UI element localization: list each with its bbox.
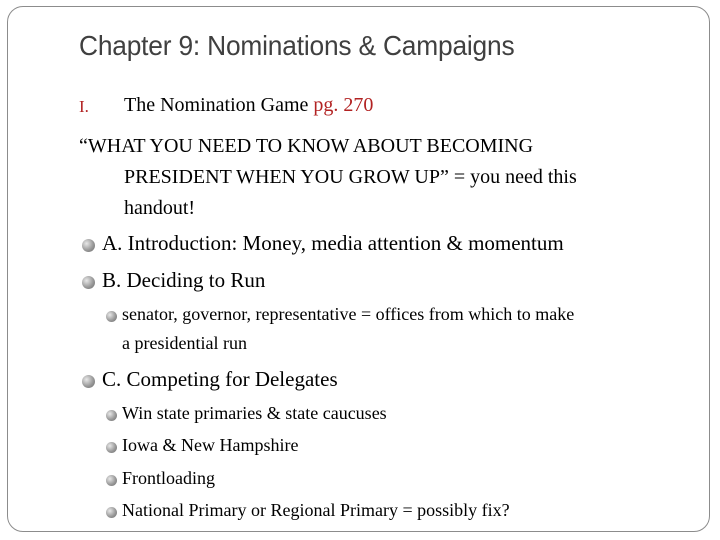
bullet-c-sub3: Frontloading [122,468,215,488]
section-heading-text: The Nomination Game [124,94,309,116]
sub-bullet-icon [106,311,117,322]
sub-bullet-icon [106,410,117,421]
bullet-icon [82,276,95,289]
bullet-c-sub4: National Primary or Regional Primary = possibly fix? [122,500,510,520]
bullet-b-sub1-line2: a presidential run [122,333,247,353]
section-numeral: I. [79,97,89,116]
bullet-c-sub2: Iowa & New Hampshire [122,435,299,455]
bullet-c: C. Competing for Delegates [102,367,338,391]
bullet-a: A. Introduction: Money, media attention & momentum [102,231,564,255]
bullet-icon [82,375,95,388]
bullet-b-sub1-line1: senator, governor, representative = offices from which to make [122,304,575,324]
quote-line-3: handout! [124,197,196,219]
bullet-icon [82,239,95,252]
bullet-b: B. Deciding to Run [102,268,266,292]
quote-line-2: PRESIDENT WHEN YOU GROW UP” = you need this [124,166,577,188]
slide-title: Chapter 9: Nominations & Campaigns [79,30,515,61]
page-reference: pg. 270 [313,94,374,116]
section-heading [124,94,373,117]
quote-line-1: “WHAT YOU NEED TO KNOW ABOUT BECOMING [79,135,534,157]
sub-bullet-icon [106,442,117,453]
sub-bullet-icon [106,507,117,518]
sub-bullet-icon [106,475,117,486]
bullet-c-sub1: Win state primaries & state caucuses [122,403,387,423]
